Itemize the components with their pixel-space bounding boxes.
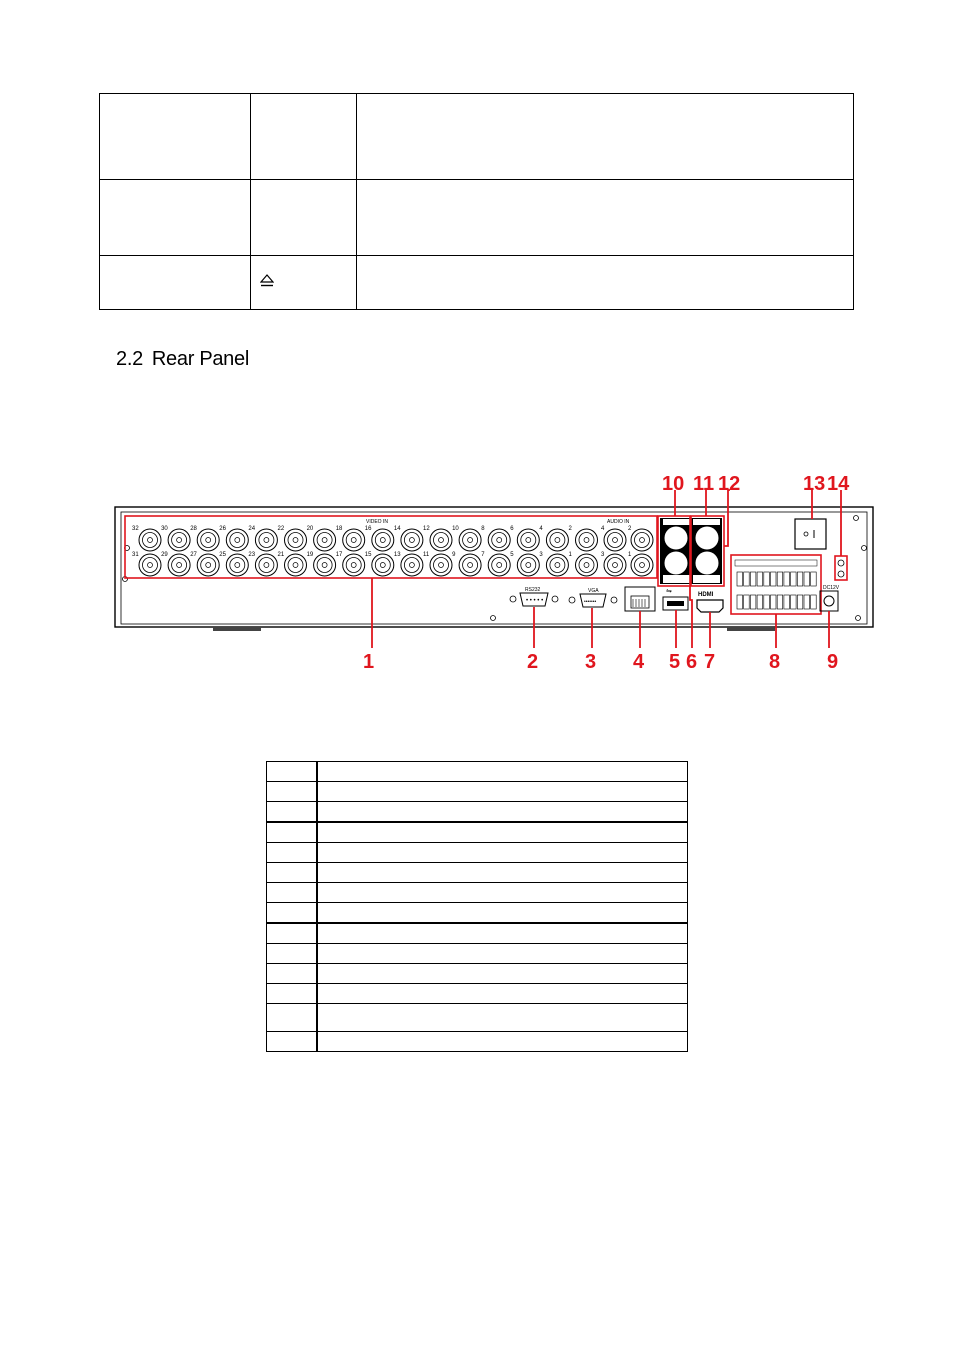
bnc-channel-number: 29 bbox=[161, 552, 168, 558]
callout-11: 11 bbox=[693, 473, 715, 495]
bnc-channel-number: 2 bbox=[568, 526, 572, 532]
bnc-channel-number: 24 bbox=[248, 526, 256, 532]
callout-1: 1 bbox=[363, 651, 375, 673]
bnc-channel-number: 22 bbox=[277, 526, 285, 532]
hdmi-label: HDMI bbox=[698, 592, 714, 598]
table-row bbox=[267, 883, 688, 903]
bnc-channel-number: 2 bbox=[628, 526, 632, 532]
video-in-label: VIDEO IN bbox=[366, 519, 388, 525]
section-title: Rear Panel bbox=[151, 348, 249, 370]
table-row bbox=[267, 802, 688, 823]
dc12v-label: DC12V bbox=[823, 585, 840, 591]
bnc-channel-number: 9 bbox=[452, 552, 456, 558]
bnc-channel-number: 25 bbox=[219, 552, 226, 558]
table-row bbox=[267, 903, 688, 924]
table-row bbox=[267, 762, 688, 782]
table-row bbox=[267, 843, 688, 863]
bnc-channel-number: 16 bbox=[364, 526, 372, 532]
rs232-label: RS232 bbox=[525, 587, 541, 593]
bnc-channel-number: 5 bbox=[510, 552, 514, 558]
callout-12: 12 bbox=[718, 473, 741, 495]
bnc-channel-number: 11 bbox=[423, 552, 430, 558]
table-row bbox=[267, 944, 688, 964]
bnc-channel-number: 32 bbox=[132, 526, 139, 532]
table-row bbox=[100, 94, 854, 180]
bnc-channel-number: 17 bbox=[335, 552, 343, 558]
table-row bbox=[267, 964, 688, 984]
bnc-channel-number: 6 bbox=[510, 526, 514, 532]
table-row bbox=[267, 1032, 688, 1052]
bnc-channel-number: 12 bbox=[423, 526, 430, 532]
table-row bbox=[267, 984, 688, 1004]
feature-table bbox=[99, 93, 854, 310]
table-row bbox=[267, 1004, 688, 1032]
table-row bbox=[267, 782, 688, 802]
callout-2: 2 bbox=[527, 651, 539, 673]
bnc-channel-number: 4 bbox=[601, 526, 605, 532]
section-number: 2.2 bbox=[116, 348, 143, 370]
bnc-channel-number: 1 bbox=[568, 552, 572, 558]
callout-7: 7 bbox=[704, 651, 716, 673]
bnc-channel-number: 14 bbox=[393, 526, 401, 532]
eject-icon bbox=[260, 274, 274, 288]
bnc-channel-number: 27 bbox=[190, 552, 197, 558]
table-row bbox=[267, 923, 688, 944]
callout-9: 9 bbox=[827, 651, 839, 673]
bnc-channel-number: 4 bbox=[539, 526, 543, 532]
bnc-channel-number: 3 bbox=[601, 552, 605, 558]
bnc-channel-number: 21 bbox=[277, 552, 285, 558]
bnc-channel-number: 10 bbox=[452, 526, 459, 532]
section-heading bbox=[116, 348, 249, 371]
vga-label: VGA bbox=[588, 588, 599, 594]
table-row bbox=[100, 180, 854, 256]
bnc-channel-number: 1 bbox=[628, 552, 632, 558]
callout-3: 3 bbox=[585, 651, 597, 673]
table-row bbox=[267, 822, 688, 843]
svg-text:•••••••: ••••••• bbox=[584, 599, 597, 605]
bnc-channel-number: 20 bbox=[306, 526, 314, 532]
callout-10: 10 bbox=[662, 473, 685, 495]
callout-5: 5 bbox=[669, 651, 681, 673]
bnc-channel-number: 23 bbox=[248, 552, 256, 558]
bnc-channel-number: 15 bbox=[364, 552, 372, 558]
callout-14: 14 bbox=[827, 473, 850, 495]
bnc-channel-number: 7 bbox=[481, 552, 485, 558]
bnc-channel-number: 26 bbox=[219, 526, 226, 532]
bnc-channel-number: 18 bbox=[335, 526, 343, 532]
table-row bbox=[267, 863, 688, 883]
callout-6: 6 bbox=[686, 651, 698, 673]
bnc-channel-number: 30 bbox=[161, 526, 168, 532]
bnc-channel-number: 3 bbox=[539, 552, 543, 558]
rear-panel-item-table bbox=[266, 761, 688, 1052]
rear-panel-diagram bbox=[0, 460, 954, 690]
bnc-channel-number: 28 bbox=[190, 526, 197, 532]
callout-13: 13 bbox=[803, 473, 826, 495]
audio-in-label: AUDIO IN bbox=[607, 519, 630, 525]
bnc-channel-number: 13 bbox=[393, 552, 401, 558]
callout-8: 8 bbox=[769, 651, 781, 673]
usb-label: ⇋ bbox=[666, 588, 672, 595]
bnc-channel-number: 8 bbox=[481, 526, 485, 532]
table-row bbox=[100, 256, 854, 310]
bnc-channel-number: 19 bbox=[306, 552, 314, 558]
callout-4: 4 bbox=[633, 651, 645, 673]
bnc-channel-number: 31 bbox=[132, 552, 139, 558]
svg-text:• • • • •: • • • • • bbox=[526, 598, 544, 604]
